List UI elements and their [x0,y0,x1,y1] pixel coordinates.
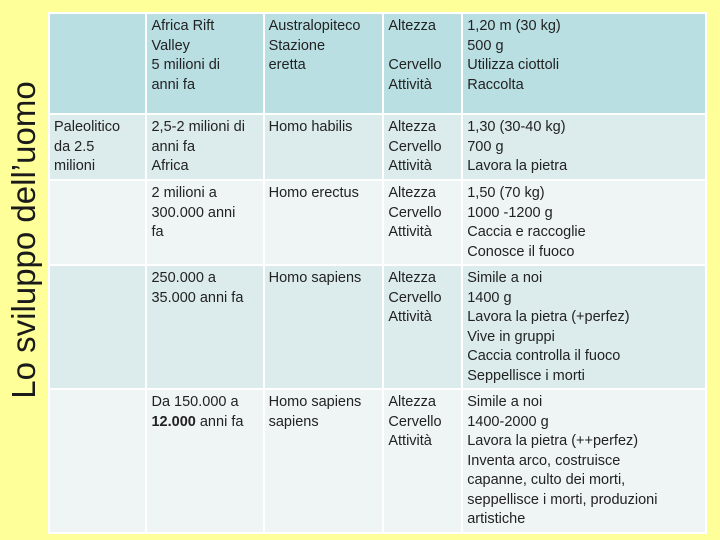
cell-line: 1000 -1200 g [467,204,553,221]
cell-line: Attività [388,224,432,240]
cell-line: Homo sapiens [268,394,362,410]
cell-line: Simile a noi [467,394,543,410]
table-header-row [49,13,706,114]
cell-line: 5 milioni di [151,57,220,73]
header-species-cell [264,13,384,114]
cell-line: Conosce il fuoco [467,243,575,260]
header-traits-cell [383,13,462,114]
cell-line: Cervello [388,57,442,73]
table-row [49,265,706,389]
cell-gap [388,37,457,57]
cell-line: Australopiteco [268,18,361,34]
cell-line: Paleolitico [54,119,121,135]
cell-line: Cervello [388,413,442,430]
cell-line: 1,20 m (30 kg) [467,18,561,34]
empty-cell [49,180,146,265]
cell-line: Stazione [268,37,326,54]
traits-cell [383,114,462,180]
era-cell [49,114,146,180]
cell-line: 2 milioni a [151,185,217,201]
cell-line: Valley [151,37,190,54]
species-cell [264,265,384,389]
cell-line: da 2.5 [54,138,95,155]
header-values-cell [462,13,706,114]
slide-title: Lo sviluppo dell’uomo [5,81,42,399]
header-blank-cell [49,13,146,114]
cell-line: artistiche [467,511,526,527]
species-cell [264,114,384,180]
time-cell [146,114,263,180]
cell-line: Seppellisce i morti [467,367,585,384]
cell-line: 1,30 (30-40 kg) [467,119,566,135]
cell-line: 2,5-2 milioni di [151,119,245,135]
cell-line: Altezza [388,185,436,201]
cell-line: Cervello [388,289,442,306]
cell-line: capanne, culto dei morti, [467,472,626,488]
values-cell [462,114,706,180]
cell-text: anni fa [195,413,244,430]
cell-line: 1400-2000 g [467,413,549,430]
cell-line: 250.000 a [151,270,216,286]
cell-line: anni fa [151,76,196,93]
cell-line: Cervello [388,138,442,155]
cell-line: Attività [388,309,432,325]
cell-line: Lavora la pietra (++perfez) [467,433,639,449]
cell-line: Homo habilis [268,119,353,135]
cell-line: Cervello [388,204,442,221]
time-cell [146,265,263,389]
cell-line: Altezza [388,119,436,135]
cell-line: 35.000 anni fa [151,289,244,306]
cell-line: Homo erectus [268,185,359,201]
values-cell [462,180,706,265]
empty-cell [49,265,146,389]
species-cell [264,389,384,533]
time-cell [146,180,263,265]
cell-line: Inventa arco, costruisce [467,452,621,469]
traits-cell [383,180,462,265]
header-time-cell [146,13,263,114]
cell-line [151,413,258,433]
cell-line: 500 g [467,37,504,54]
cell-line: Attività [388,158,432,174]
cell-line: Caccia controlla il fuoco [467,348,621,364]
cell-line: eretta [268,57,306,73]
cell-line: Africa [151,158,189,174]
bold-year: 12.000 [151,413,196,430]
cell-line: Caccia e raccoglie [467,224,586,240]
cell-line: Lavora la pietra (+perfez) [467,309,630,325]
table-row [49,180,706,265]
cell-line: seppellisce i morti, produzioni [467,491,658,508]
traits-cell [383,389,462,533]
cell-line: 300.000 anni [151,204,236,221]
cell-line: Utilizza ciottoli [467,57,560,73]
species-cell [264,180,384,265]
cell-line: Africa Rift [151,18,215,34]
cell-line: 1400 g [467,289,512,306]
values-cell [462,265,706,389]
cell-line: Lavora la pietra [467,158,568,174]
cell-line: fa [151,224,164,240]
table-row [49,389,706,533]
cell-line: Da 150.000 a [151,394,239,410]
cell-line: Attività [388,76,432,93]
evolution-table [48,12,707,534]
cell-line: 1,50 (70 kg) [467,185,545,201]
slide-title-container [0,0,48,480]
cell-line: Vive in gruppi [467,328,555,345]
cell-line: sapiens [268,413,319,430]
cell-line: 700 g [467,138,504,155]
time-cell [146,389,263,533]
cell-line: Altezza [388,394,436,410]
cell-line: Altezza [388,18,436,34]
traits-cell [383,265,462,389]
values-cell [462,389,706,533]
cell-line: Raccolta [467,76,524,93]
cell-line: Altezza [388,270,436,286]
cell-line: anni fa [151,138,196,155]
empty-cell [49,389,146,533]
cell-line: Attività [388,433,432,449]
cell-line: milioni [54,158,96,174]
table-row [49,114,706,180]
cell-line: Simile a noi [467,270,543,286]
cell-line: Homo sapiens [268,270,362,286]
